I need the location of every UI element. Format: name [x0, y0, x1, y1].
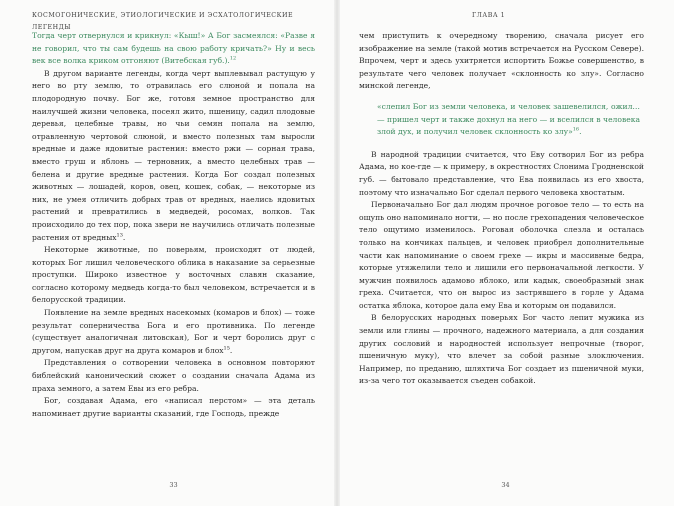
right-paragraph-1: В народной традиции считается, что Еву сотворил Бог из ребра Адама, но кое-где — к примеру, в окрестностях Слонима Гродненской губ. — бытовало представление, что Ева появилась из его хвоста, поэтому что изначально Бог сделал первого человека хвостатым. — [359, 149, 644, 197]
left-paragraph-3: Появление на земле вредных насекомых (комаров и блох) — тоже результат соперничества Бога и его противника. По легенде (существует аналогичная литовская), Бог и черт боролись друг с другом, напускав друг на друга комаров и блох$^{15}$. — [32, 308, 315, 355]
right-page — [337, 0, 674, 506]
left-quote-text: Тогда черт отвернулся и крикнул: «Кыш!» А Бог засмеялся: «Разве я не говорил, что ты сам будешь на свою работу кричать?» Ну и весь век все волка криком отгоняют (Витебская губ.). — [32, 31, 315, 66]
right-paragraph-continued: чем приступить к очередному творению, сначала рисует его изображение на земле (такой мотив встречается на Русском Севере). Впрочем, черт и здесь ухитряется испортить Божье совершенство, в результате чего человек получает «склонность ко злу». Согласно минской легенде, — [359, 31, 644, 91]
right-paragraph-3: В белорусских народных поверьях Бог часто лепит мужика из земли или глины — прочного, надежного материала, а для создания других сословий и народностей использует непрочные (творог, пшеничную муку), что влечет за собой разные злоключения. Например, по преданию, шляхтича Бог создает из пшеничной муки, из-за чего тот оказывается съеден собакой. — [359, 313, 644, 386]
right-paragraph-2: Первоначально Бог дал людям прочное роговое тело — то есть на ощупь оно напоминало ногти, — но после грехопадения человеческое тело ощутимо изменилось. Роговая оболочка слезла и осталась только на кончиках пальцев, и человек приобрел дополнительные части как напоминание о своем грехе — икры и массивные бедра, которые утяжелили тело и лишили его первоначальной легкости. У мужчин появилось адамово яблоко, или кадык, своеобразный знак греха. Считается, что он вырос из застрявшего в горле у Адама остатка яблока, которое дала ему Ева и которым он подавился. — [359, 200, 644, 310]
footnote-ref: 15 — [223, 345, 230, 352]
left-page-number: 33 — [169, 481, 178, 489]
left-paragraph-4: Представления о сотворении человека в основном повторяют библейский канонический сюжет о создании сначала Адама из праха земного, а затем Евы из его ребра. — [32, 358, 315, 393]
footnote-ref: 16 — [572, 126, 580, 133]
right-quote-text: «слепил Бог из земли человека, и человек зашевелился, ожил… — пришел черт и также дохнул на него — и вселился в человека злой дух, и получил человек склонность ко злу» — [377, 101, 640, 137]
left-paragraph-2: Некоторые животные, по поверьям, происходят от людей, которых Бог лишил человеческого облика в наказание за серьезные проступки. Широко известное у восточных славян сказание, согласно которому медведь когда-то был человеком, встречается и в белорусской традиции. — [32, 245, 315, 305]
left-paragraph-1: В другом варианте легенды, когда черт выплевывал растущую у него во рту землю, то отравилась его слюной и попала на плодородную почву. Бог же, готовя земное пространство для наилучшей жизни человека, посеял жито, пшеницу, садил плодовые деревья, целебные травы, но чьи семян попала на землю, отравленную чертовой слюной, и вместо полезных там выросли вредные и даже ядовитые растения: вместо ржи — сорная трава, вместо груш и яблонь — терновник, а вместо целебных трав — белена и другие вредные растения. Когда Бог создал полезных животных — лошадей, коров, овец, кошек, собак, — некоторые из них, не умея отличить добрых трав от вредных, наелись ядовитых растений и превратились в медведей, росомах, волков. Так происходило до тех пор, пока звери не научились отличать полезные растения от вредных$^{13}$. — [32, 68, 315, 242]
left-quote — [32, 30, 315, 68]
book-gutter-shadow — [334, 0, 340, 506]
left-running-head: КОСМОГОНИЧЕСКИЕ, ЭТИОЛОГИЧЕСКИЕ И ЭСХАТОЛОГИЧЕСКИЕ ЛЕГЕНДЫ — [32, 12, 294, 31]
right-page-number: 34 — [501, 481, 510, 489]
left-paragraph-5: Бог, создавая Адама, его «написал перстом» — эта деталь напоминает другие варианты сказаний, где Господь, прежде — [32, 396, 315, 418]
footnote-ref: 13 — [116, 231, 123, 238]
right-quote: «слепил Бог из земли человека, и человек зашевелился, ожил… — пришел черт и также дохнул на него — и вселился в человека злой дух, и получил человек склонность ко злу»$^{16}$. — [377, 101, 640, 137]
right-running-head: ГЛАВА 1 — [472, 12, 506, 19]
footnote-ref: 12 — [229, 55, 237, 62]
